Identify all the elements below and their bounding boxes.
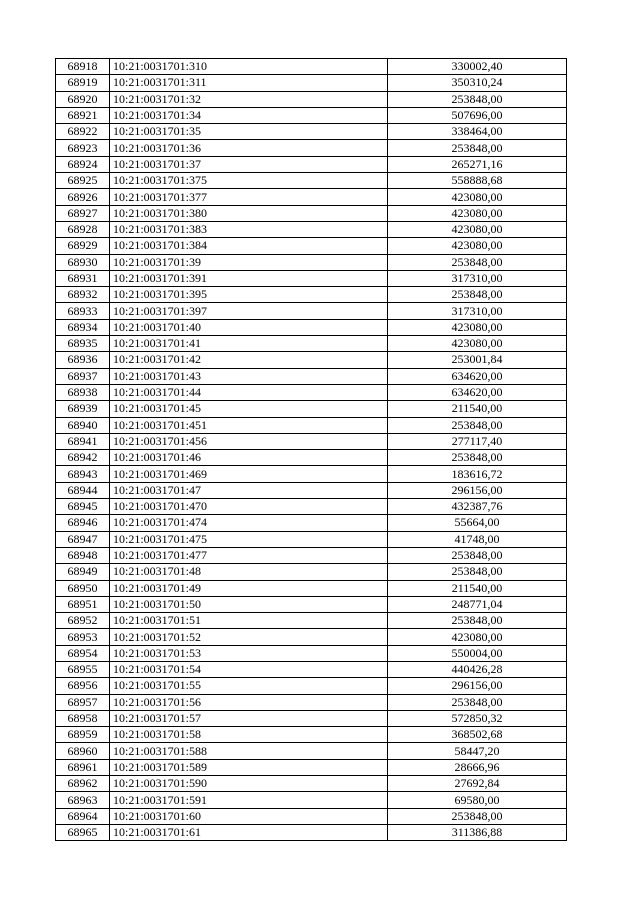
row-number-cell: 68959: [56, 727, 110, 743]
cadastral-value-cell: 423080,00: [388, 629, 567, 645]
table-row: [56, 417, 567, 433]
table-row: [56, 531, 567, 547]
cadastral-value-cell: 423080,00: [388, 189, 567, 205]
table-row: [56, 303, 567, 319]
row-number-cell: 68925: [56, 173, 110, 189]
table-row: [56, 661, 567, 677]
table-row: [56, 824, 567, 840]
cadastral-number-cell: 10:21:0031701:32: [110, 91, 388, 107]
table-row: [56, 75, 567, 91]
cadastral-number-cell: 10:21:0031701:470: [110, 499, 388, 515]
cadastral-number-cell: 10:21:0031701:47: [110, 482, 388, 498]
cadastral-number-cell: 10:21:0031701:588: [110, 743, 388, 759]
row-number-cell: 68934: [56, 319, 110, 335]
cadastral-value-cell: 572850,32: [388, 710, 567, 726]
cadastral-value-cell: 507696,00: [388, 107, 567, 123]
cadastral-number-cell: 10:21:0031701:56: [110, 694, 388, 710]
cadastral-value-cell: 28666,96: [388, 759, 567, 775]
cadastral-value-cell: 423080,00: [388, 336, 567, 352]
cadastral-number-cell: 10:21:0031701:34: [110, 107, 388, 123]
row-number-cell: 68931: [56, 270, 110, 286]
cadastral-number-cell: 10:21:0031701:50: [110, 596, 388, 612]
cadastral-number-cell: 10:21:0031701:383: [110, 221, 388, 237]
cadastral-number-cell: 10:21:0031701:60: [110, 808, 388, 824]
cadastral-number-cell: 10:21:0031701:57: [110, 710, 388, 726]
table-row: [56, 238, 567, 254]
cadastral-value-cell: 423080,00: [388, 238, 567, 254]
cadastral-number-cell: 10:21:0031701:451: [110, 417, 388, 433]
cadastral-number-cell: 10:21:0031701:61: [110, 824, 388, 840]
row-number-cell: 68943: [56, 466, 110, 482]
table-row: [56, 368, 567, 384]
cadastral-value-cell: 55664,00: [388, 515, 567, 531]
cadastral-value-cell: 634620,00: [388, 384, 567, 400]
cadastral-number-cell: 10:21:0031701:51: [110, 613, 388, 629]
row-number-cell: 68955: [56, 661, 110, 677]
table-row: [56, 499, 567, 515]
table-row: [56, 727, 567, 743]
table-row: [56, 808, 567, 824]
cadastral-value-cell: 41748,00: [388, 531, 567, 547]
row-number-cell: 68940: [56, 417, 110, 433]
row-number-cell: 68958: [56, 710, 110, 726]
cadastral-value-cell: 368502,68: [388, 727, 567, 743]
cadastral-value-cell: 296156,00: [388, 482, 567, 498]
row-number-cell: 68947: [56, 531, 110, 547]
table-body: [56, 59, 567, 841]
table-row: [56, 678, 567, 694]
cadastral-value-table: [55, 58, 567, 841]
table-row: [56, 645, 567, 661]
row-number-cell: 68939: [56, 401, 110, 417]
cadastral-value-cell: 253848,00: [388, 808, 567, 824]
table-row: [56, 596, 567, 612]
table-row: [56, 564, 567, 580]
cadastral-number-cell: 10:21:0031701:49: [110, 580, 388, 596]
table-row: [56, 694, 567, 710]
table-row: [56, 107, 567, 123]
cadastral-number-cell: 10:21:0031701:310: [110, 59, 388, 75]
table-row: [56, 433, 567, 449]
row-number-cell: 68957: [56, 694, 110, 710]
cadastral-value-cell: 253848,00: [388, 547, 567, 563]
cadastral-value-cell: 253848,00: [388, 254, 567, 270]
row-number-cell: 68949: [56, 564, 110, 580]
cadastral-number-cell: 10:21:0031701:52: [110, 629, 388, 645]
cadastral-number-cell: 10:21:0031701:589: [110, 759, 388, 775]
table-row: [56, 450, 567, 466]
cadastral-number-cell: 10:21:0031701:36: [110, 140, 388, 156]
row-number-cell: 68919: [56, 75, 110, 91]
table-row: [56, 401, 567, 417]
cadastral-number-cell: 10:21:0031701:53: [110, 645, 388, 661]
cadastral-value-cell: 183616,72: [388, 466, 567, 482]
cadastral-value-cell: 211540,00: [388, 401, 567, 417]
table-row: [56, 466, 567, 482]
table-row: [56, 515, 567, 531]
cadastral-value-cell: 423080,00: [388, 221, 567, 237]
table-row: [56, 173, 567, 189]
cadastral-value-cell: 423080,00: [388, 205, 567, 221]
table-row: [56, 743, 567, 759]
cadastral-number-cell: 10:21:0031701:54: [110, 661, 388, 677]
cadastral-value-cell: 330002,40: [388, 59, 567, 75]
cadastral-value-cell: 634620,00: [388, 368, 567, 384]
cadastral-value-cell: 317310,00: [388, 303, 567, 319]
cadastral-value-cell: 58447,20: [388, 743, 567, 759]
row-number-cell: 68953: [56, 629, 110, 645]
table-row: [56, 629, 567, 645]
cadastral-number-cell: 10:21:0031701:375: [110, 173, 388, 189]
cadastral-number-cell: 10:21:0031701:37: [110, 156, 388, 172]
cadastral-value-cell: 423080,00: [388, 319, 567, 335]
cadastral-number-cell: 10:21:0031701:311: [110, 75, 388, 91]
cadastral-value-cell: 253848,00: [388, 450, 567, 466]
cadastral-number-cell: 10:21:0031701:475: [110, 531, 388, 547]
row-number-cell: 68952: [56, 613, 110, 629]
table-row: [56, 287, 567, 303]
row-number-cell: 68923: [56, 140, 110, 156]
cadastral-number-cell: 10:21:0031701:397: [110, 303, 388, 319]
cadastral-value-cell: 69580,00: [388, 792, 567, 808]
row-number-cell: 68918: [56, 59, 110, 75]
cadastral-number-cell: 10:21:0031701:591: [110, 792, 388, 808]
table-row: [56, 254, 567, 270]
cadastral-value-cell: 253848,00: [388, 91, 567, 107]
cadastral-value-cell: 253848,00: [388, 287, 567, 303]
row-number-cell: 68946: [56, 515, 110, 531]
cadastral-value-cell: 253001,84: [388, 352, 567, 368]
row-number-cell: 68927: [56, 205, 110, 221]
cadastral-number-cell: 10:21:0031701:45: [110, 401, 388, 417]
cadastral-number-cell: 10:21:0031701:41: [110, 336, 388, 352]
cadastral-value-cell: 277117,40: [388, 433, 567, 449]
cadastral-value-cell: 432387,76: [388, 499, 567, 515]
row-number-cell: 68942: [56, 450, 110, 466]
row-number-cell: 68936: [56, 352, 110, 368]
row-number-cell: 68921: [56, 107, 110, 123]
table-row: [56, 189, 567, 205]
row-number-cell: 68930: [56, 254, 110, 270]
row-number-cell: 68951: [56, 596, 110, 612]
row-number-cell: 68950: [56, 580, 110, 596]
cadastral-number-cell: 10:21:0031701:40: [110, 319, 388, 335]
table-row: [56, 124, 567, 140]
cadastral-value-cell: 253848,00: [388, 140, 567, 156]
table-row: [56, 776, 567, 792]
table-row: [56, 59, 567, 75]
cadastral-number-cell: 10:21:0031701:43: [110, 368, 388, 384]
table-row: [56, 270, 567, 286]
table-row: [56, 91, 567, 107]
row-number-cell: 68929: [56, 238, 110, 254]
row-number-cell: 68937: [56, 368, 110, 384]
table-row: [56, 140, 567, 156]
row-number-cell: 68933: [56, 303, 110, 319]
cadastral-number-cell: 10:21:0031701:474: [110, 515, 388, 531]
table-row: [56, 759, 567, 775]
row-number-cell: 68935: [56, 336, 110, 352]
cadastral-number-cell: 10:21:0031701:48: [110, 564, 388, 580]
cadastral-number-cell: 10:21:0031701:58: [110, 727, 388, 743]
table-row: [56, 221, 567, 237]
cadastral-value-cell: 338464,00: [388, 124, 567, 140]
row-number-cell: 68924: [56, 156, 110, 172]
cadastral-value-cell: 253848,00: [388, 613, 567, 629]
table-row: [56, 205, 567, 221]
cadastral-number-cell: 10:21:0031701:384: [110, 238, 388, 254]
table-row: [56, 580, 567, 596]
row-number-cell: 68956: [56, 678, 110, 694]
cadastral-number-cell: 10:21:0031701:35: [110, 124, 388, 140]
cadastral-value-cell: 211540,00: [388, 580, 567, 596]
row-number-cell: 68965: [56, 824, 110, 840]
cadastral-value-cell: 350310,24: [388, 75, 567, 91]
cadastral-number-cell: 10:21:0031701:456: [110, 433, 388, 449]
cadastral-number-cell: 10:21:0031701:391: [110, 270, 388, 286]
cadastral-value-cell: 311386,88: [388, 824, 567, 840]
cadastral-number-cell: 10:21:0031701:477: [110, 547, 388, 563]
row-number-cell: 68941: [56, 433, 110, 449]
table-row: [56, 613, 567, 629]
row-number-cell: 68948: [56, 547, 110, 563]
cadastral-value-cell: 550004,00: [388, 645, 567, 661]
row-number-cell: 68963: [56, 792, 110, 808]
cadastral-number-cell: 10:21:0031701:44: [110, 384, 388, 400]
row-number-cell: 68920: [56, 91, 110, 107]
cadastral-number-cell: 10:21:0031701:395: [110, 287, 388, 303]
cadastral-value-cell: 253848,00: [388, 417, 567, 433]
cadastral-value-cell: 440426,28: [388, 661, 567, 677]
row-number-cell: 68928: [56, 221, 110, 237]
cadastral-value-cell: 317310,00: [388, 270, 567, 286]
cadastral-number-cell: 10:21:0031701:377: [110, 189, 388, 205]
table-row: [56, 336, 567, 352]
row-number-cell: 68945: [56, 499, 110, 515]
row-number-cell: 68954: [56, 645, 110, 661]
table-row: [56, 710, 567, 726]
row-number-cell: 68964: [56, 808, 110, 824]
row-number-cell: 68944: [56, 482, 110, 498]
row-number-cell: 68926: [56, 189, 110, 205]
cadastral-number-cell: 10:21:0031701:55: [110, 678, 388, 694]
cadastral-value-cell: 27692,84: [388, 776, 567, 792]
row-number-cell: 68922: [56, 124, 110, 140]
cadastral-number-cell: 10:21:0031701:39: [110, 254, 388, 270]
cadastral-value-cell: 248771,04: [388, 596, 567, 612]
table-row: [56, 482, 567, 498]
cadastral-number-cell: 10:21:0031701:46: [110, 450, 388, 466]
cadastral-number-cell: 10:21:0031701:42: [110, 352, 388, 368]
row-number-cell: 68938: [56, 384, 110, 400]
cadastral-number-cell: 10:21:0031701:590: [110, 776, 388, 792]
cadastral-value-cell: 265271,16: [388, 156, 567, 172]
row-number-cell: 68962: [56, 776, 110, 792]
table-row: [56, 156, 567, 172]
row-number-cell: 68960: [56, 743, 110, 759]
cadastral-value-cell: 253848,00: [388, 564, 567, 580]
table-row: [56, 547, 567, 563]
cadastral-number-cell: 10:21:0031701:469: [110, 466, 388, 482]
table-row: [56, 384, 567, 400]
table-row: [56, 319, 567, 335]
cadastral-value-cell: 296156,00: [388, 678, 567, 694]
cadastral-value-cell: 558888,68: [388, 173, 567, 189]
row-number-cell: 68961: [56, 759, 110, 775]
row-number-cell: 68932: [56, 287, 110, 303]
cadastral-value-cell: 253848,00: [388, 694, 567, 710]
table-row: [56, 792, 567, 808]
cadastral-number-cell: 10:21:0031701:380: [110, 205, 388, 221]
table-row: [56, 352, 567, 368]
